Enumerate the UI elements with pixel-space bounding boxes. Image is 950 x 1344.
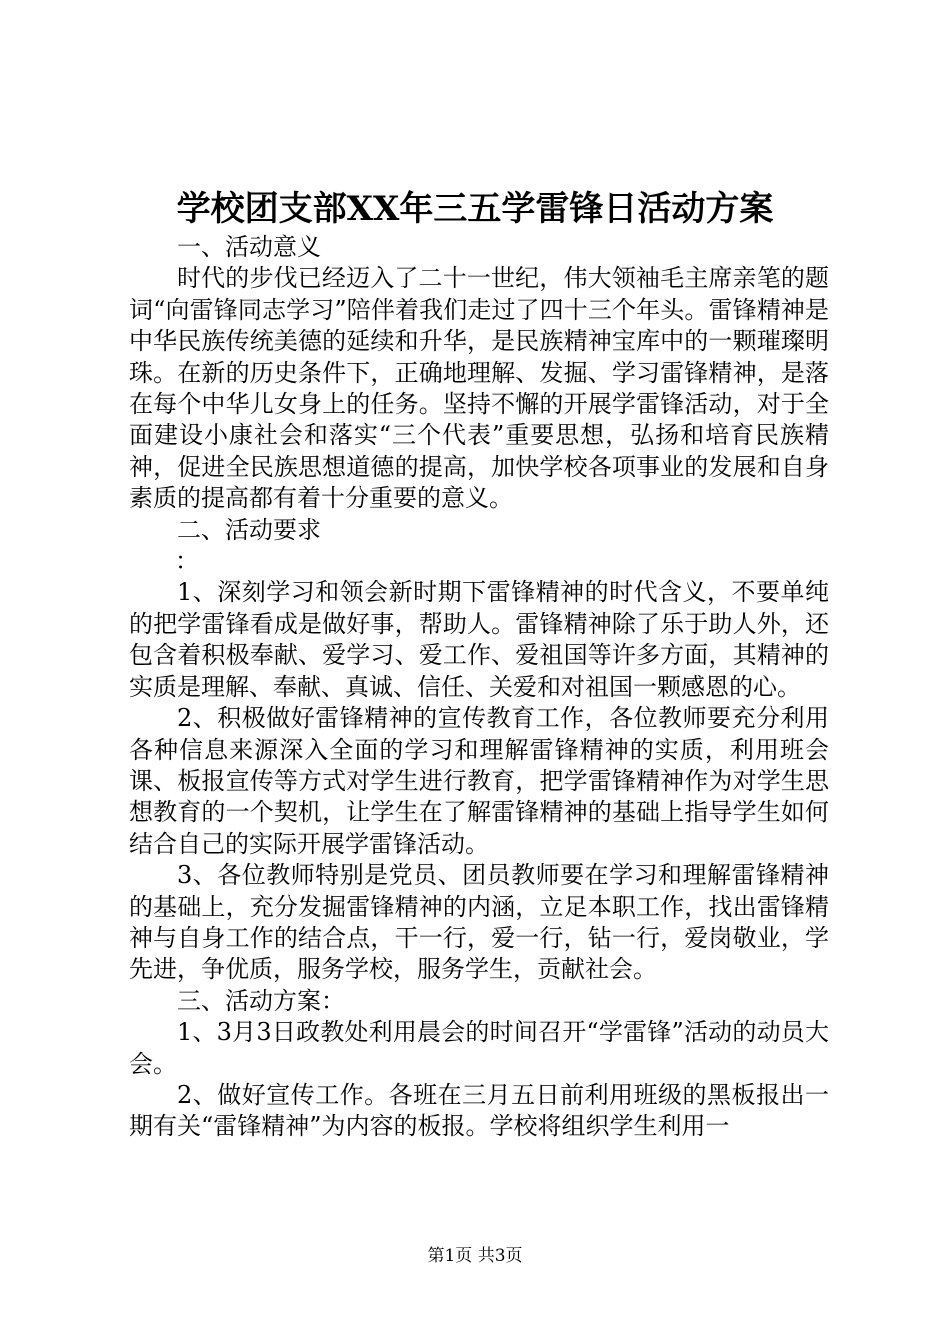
paragraph-requirement-3: 3、各位教师特别是党员、团员教师要在学习和理解雷锋精神的基础上，充分发掘雷锋精神的内涵，立足本职工作，找出雷锋精神与自身工作的结合点，干一行，爱一行，钻一行，爱岗敬业，学先进，争优质，服务学校，服务学生，贡献社会。 bbox=[129, 861, 829, 984]
paragraph-requirement-1: 1、深刻学习和领会新时期下雷锋精神的时代含义，不要单纯的把学雷锋看成是做好事，帮助人。雷锋精神除了乐于助人外，还包含着积极奉献、爱学习、爱工作、爱祖国等许多方面，其精神的实质是理解、奉献、真诚、信任、关爱和对祖国一颗感恩的心。 bbox=[129, 578, 829, 701]
paragraph-purpose: 时代的步伐已经迈入了二十一世纪，伟大领袖毛主席亲笔的题词“向雷锋同志学习”陪伴着我们走过了四十三个年头。雷锋精神是中华民族传统美德的延续和升华，是民族精神宝库中的一颗璀璨明珠。在新的历史条件下，正确地理解、发掘、学习雷锋精神，是落在每个中华儿女身上的任务。坚持不懈的开展学雷锋活动，对于全面建设小康社会和落实“三个代表”重要思想，弘扬和培育民族精神，促进全民族思想道德的提高，加快学校各项事业的发展和自身素质的提高都有着十分重要的意义。 bbox=[129, 264, 829, 513]
section-heading-requirements: 二、活动要求 bbox=[177, 515, 321, 544]
section-heading-plan: 三、活动方案： bbox=[177, 986, 345, 1015]
document-body bbox=[129, 232, 829, 1143]
paragraph-requirement-2: 2、积极做好雷锋精神的宣传教育工作，各位教师要充分利用各种信息来源深入全面的学习和理解雷锋精神的实质，利用班会课、板报宣传等方式对学生进行教育，把学雷锋精神作为对学生思想教育的一个契机，让学生在了解雷锋精神的基础上指导学生如何结合自己的实际开展学雷锋活动。 bbox=[129, 704, 829, 858]
section-heading-purpose: 一、活动意义 bbox=[177, 233, 321, 261]
paragraph-plan-2: 2、做好宣传工作。各班在三月五日前利用班级的黑板报出一期有关“雷锋精神”为内容的板报。学校将组织学生利用一 bbox=[129, 1080, 829, 1141]
page-number: 第1页 共3页 bbox=[427, 1246, 523, 1266]
paragraph-plan-1: 1、3月3日政教处利用晨会的时间召开“学雷锋”活动的动员大会。 bbox=[129, 1018, 829, 1078]
paragraph-colon: ： bbox=[175, 547, 199, 576]
document-title: 学校团支部XX年三五学雷锋日活动方案 bbox=[176, 189, 774, 229]
